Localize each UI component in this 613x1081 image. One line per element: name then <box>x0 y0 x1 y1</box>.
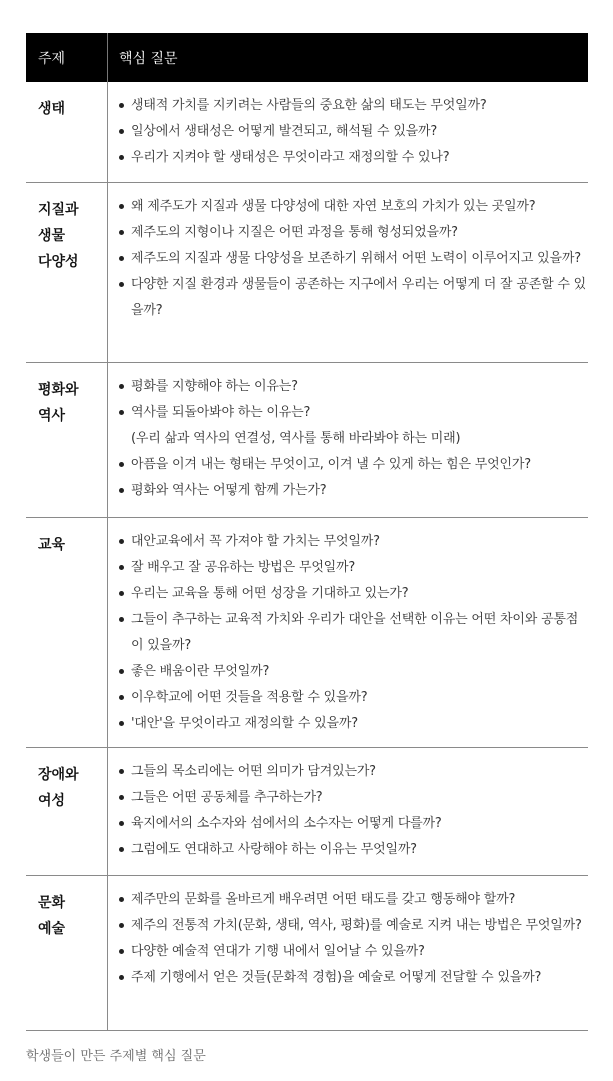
topic-question-table <box>26 33 588 1031</box>
topic-label: 교육 <box>26 518 108 747</box>
list-item: 다양한 지질 환경과 생물들이 공존하는 지구에서 우리는 어떻게 더 잘 공존할 수 있을까? <box>118 272 588 324</box>
list-item: 육지에서의 소수자와 섬에서의 소수자는 어떻게 다를까? <box>118 811 588 837</box>
list-item: 생태적 가치를 지키려는 사람들의 중요한 삶의 태도는 무엇일까? <box>118 93 588 119</box>
table-caption: 학생들이 만든 주제별 핵심 질문 <box>26 1049 206 1064</box>
topic-label: 장애와 여성 <box>26 748 108 875</box>
list-item: 우리가 지켜야 할 생태성은 무엇이라고 재정의할 수 있나? <box>118 145 588 171</box>
list-item: 역사를 되돌아봐야 하는 이유는? <box>118 400 588 426</box>
list-item: 평화를 지향해야 하는 이유는? <box>118 374 588 400</box>
table-row <box>26 876 588 1031</box>
question-list <box>108 82 588 182</box>
list-item: 제주의 전통적 가치(문화, 생태, 역사, 평화)를 예술로 지켜 내는 방법은 무엇일까? <box>118 913 588 939</box>
list-item: 그럼에도 연대하고 사랑해야 하는 이유는 무엇일까? <box>118 837 588 863</box>
list-item: 제주도의 지질과 생물 다양성을 보존하기 위해서 어떤 노력이 이루어지고 있을까? <box>118 246 588 272</box>
list-item: 그들이 추구하는 교육적 가치와 우리가 대안을 선택한 이유는 어떤 차이와 공통점이 있을까? <box>118 607 588 659</box>
table-row <box>26 363 588 518</box>
table-row <box>26 748 588 876</box>
list-item: 제주만의 문화를 올바르게 배우려면 어떤 태도를 갖고 행동해야 할까? <box>118 887 588 913</box>
list-item: 제주도의 지형이나 지질은 어떤 과정을 통해 형성되었을까? <box>118 220 588 246</box>
question-list <box>108 876 588 1030</box>
list-item: 평화와 역사는 어떻게 함께 가는가? <box>118 478 588 504</box>
list-item: 다양한 예술적 연대가 기행 내에서 일어날 수 있을까? <box>118 939 588 965</box>
list-item: '대안'을 무엇이라고 재정의할 수 있을까? <box>118 711 588 737</box>
list-item: 이우학교에 어떤 것들을 적용할 수 있을까? <box>118 685 588 711</box>
list-item-note: (우리 삶과 역사의 연결성, 역사를 통해 바라봐야 하는 미래) <box>131 431 461 446</box>
list-item: 일상에서 생태성은 어떻게 발견되고, 해석될 수 있을까? <box>118 119 588 145</box>
question-list <box>108 518 588 747</box>
list-item: 우리는 교육을 통해 어떤 성장을 기대하고 있는가? <box>118 581 588 607</box>
question-list <box>108 748 588 875</box>
table-row <box>26 183 588 363</box>
list-item: 왜 제주도가 지질과 생물 다양성에 대한 자연 보호의 가치가 있는 곳일까? <box>118 194 588 220</box>
header-topic: 주제 <box>26 33 108 82</box>
list-item: 아픔을 이겨 내는 형태는 무엇이고, 이겨 낼 수 있게 하는 힘은 무엇인가? <box>118 452 588 478</box>
topic-label: 생태 <box>26 82 108 182</box>
list-item: 주제 기행에서 얻은 것들(문화적 경험)을 예술로 어떻게 전달할 수 있을까? <box>118 965 588 991</box>
list-item: 그들은 어떤 공동체를 추구하는가? <box>118 785 588 811</box>
topic-label: 문화 예술 <box>26 876 108 1030</box>
header-question: 핵심 질문 <box>119 51 178 67</box>
question-list <box>108 183 588 362</box>
topic-label: 평화와 역사 <box>26 363 108 517</box>
question-list <box>108 363 588 517</box>
topic-label: 지질과 생물 다양성 <box>26 183 108 362</box>
table-header <box>26 33 588 82</box>
list-item: 그들의 목소리에는 어떤 의미가 담겨있는가? <box>118 759 588 785</box>
table-row <box>26 518 588 748</box>
table-row <box>26 82 588 183</box>
list-item: 좋은 배움이란 무엇일까? <box>118 659 588 685</box>
list-item: 대안교육에서 꼭 가져야 할 가치는 무엇일까? <box>118 529 588 555</box>
list-item: 잘 배우고 잘 공유하는 방법은 무엇일까? <box>118 555 588 581</box>
